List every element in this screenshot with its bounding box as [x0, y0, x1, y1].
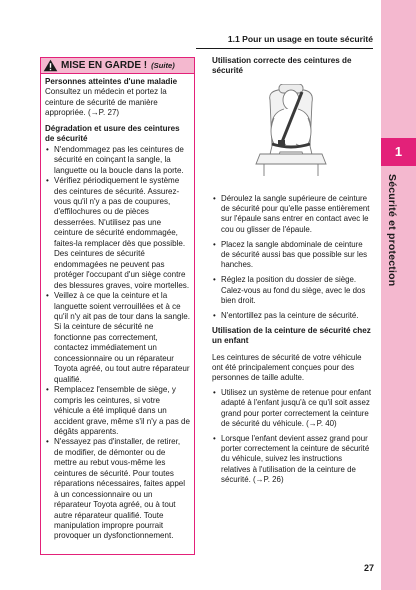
warning-subheading: Personnes atteintes d'une maladie: [45, 77, 178, 86]
warning-subheading: Dégradation et usure des ceintures de sécurité: [45, 123, 180, 144]
warning-box: [40, 57, 195, 555]
section-heading: Utilisation de la ceinture de sécurité chez un enfant: [212, 326, 371, 346]
warning-paragraph: Consultez un médecin et portez la ceinture de sécurité de manière appropriée. (→P. 27): [45, 87, 167, 118]
warning-body: [41, 74, 194, 542]
usage-list-item: • N'entortillez pas la ceinture de sécurité.: [212, 311, 372, 321]
right-column-body: [212, 194, 372, 490]
warning-title: MISE EN GARDE !: [61, 60, 148, 71]
warning-list-item: • Vérifiez périodiquement le système des ceintures de sécurité. Assurez-vous qu'il n'y a pas de coupures, d'effilochures ou de pièces desserrées. N'utilisez pas une ceinture de sécurité endommagée, faites-la remplacer dès que possible. Des ceintures de sécurité endommagées ne peuvent pas protéger l'occupant d'un siège contre des blessures graves, voire mortelles.: [45, 176, 190, 291]
warning-header: [41, 58, 194, 74]
child-list-item: • Lorsque l'enfant devient assez grand pour porter correctement la ceinture de sécurité du véhicule, suivez les instructions relatives à l'utilisation de la ceinture de sécurité. (→P. 26): [212, 434, 372, 485]
chapter-title: Sécurité et protection: [386, 174, 398, 287]
header-rule: [196, 48, 373, 49]
page-number: 27: [363, 563, 374, 573]
seatbelt-illustration: [212, 84, 370, 180]
warning-triangle-icon: [43, 59, 58, 72]
running-header: 1.1 Pour un usage en toute sécurité: [227, 34, 373, 44]
child-seatbelt-list: [212, 388, 372, 485]
warning-continued-label: (Suite): [151, 61, 175, 70]
usage-list-item: • Placez la sangle abdominale de ceinture de sécurité aussi bas que possible sur les hanches.: [212, 240, 372, 271]
usage-list-item: • Déroulez la sangle supérieure de ceinture de sécurité pour qu'elle passe entièrement sur l'épaule sans entrer en contact avec le cou ou glisser de l'épaule.: [212, 194, 372, 235]
section-paragraph: Les ceintures de sécurité de votre véhicule ont été principalement conçues pour des personnes de taille adulte.: [212, 352, 362, 383]
warning-list-item: • N'endommagez pas les ceintures de sécurité en coinçant la sangle, la languette ou la boucle dans la porte.: [45, 145, 190, 176]
warning-list-item: • Veillez à ce que la ceinture et la languette soient verrouillées et à ce qu'il n'y ait pas de tour dans la sangle. Si la ceinture de sécurité ne fonctionne pas correctement, contactez immédiatement un concessionnaire ou un réparateur Toyota agréé, ou tout autre réparateur qualifié.: [45, 291, 190, 385]
chapter-side-tab: [381, 0, 416, 590]
warning-list-item: • N'essayez pas d'installer, de retirer, de modifier, de démonter ou de mettre au rebut vous-même les ceintures de sécurité. Pour toutes réparations nécessaires, faites appel à un concessionnaire ou un réparateur Toyota agréé, ou à tout autre réparateur qualifié. Toute manipulation impropre pourrait provoquer un dysfonctionnement.: [45, 437, 190, 542]
seatbelt-usage-list: [212, 194, 372, 321]
warning-list: [45, 145, 190, 542]
right-column-top: [212, 56, 372, 76]
section-heading: Utilisation correcte des ceintures de sécurité: [212, 56, 352, 76]
usage-list-item: • Réglez la position du dossier de siège. Calez-vous au fond du siège, avec le dos bien droit.: [212, 275, 372, 306]
warning-list-item: • Remplacez l'ensemble de siège, y compris les ceintures, si votre véhicule a été impliqué dans un accident grave, même s'il n'y a pas de dégâts apparents.: [45, 385, 190, 437]
chapter-number: 1: [381, 138, 416, 166]
child-list-item: • Utilisez un système de retenue pour enfant adapté à l'enfant jusqu'à ce qu'il soit assez grand pour porter correctement la ceinture de sécurité du véhicule. (→P. 40): [212, 388, 372, 429]
